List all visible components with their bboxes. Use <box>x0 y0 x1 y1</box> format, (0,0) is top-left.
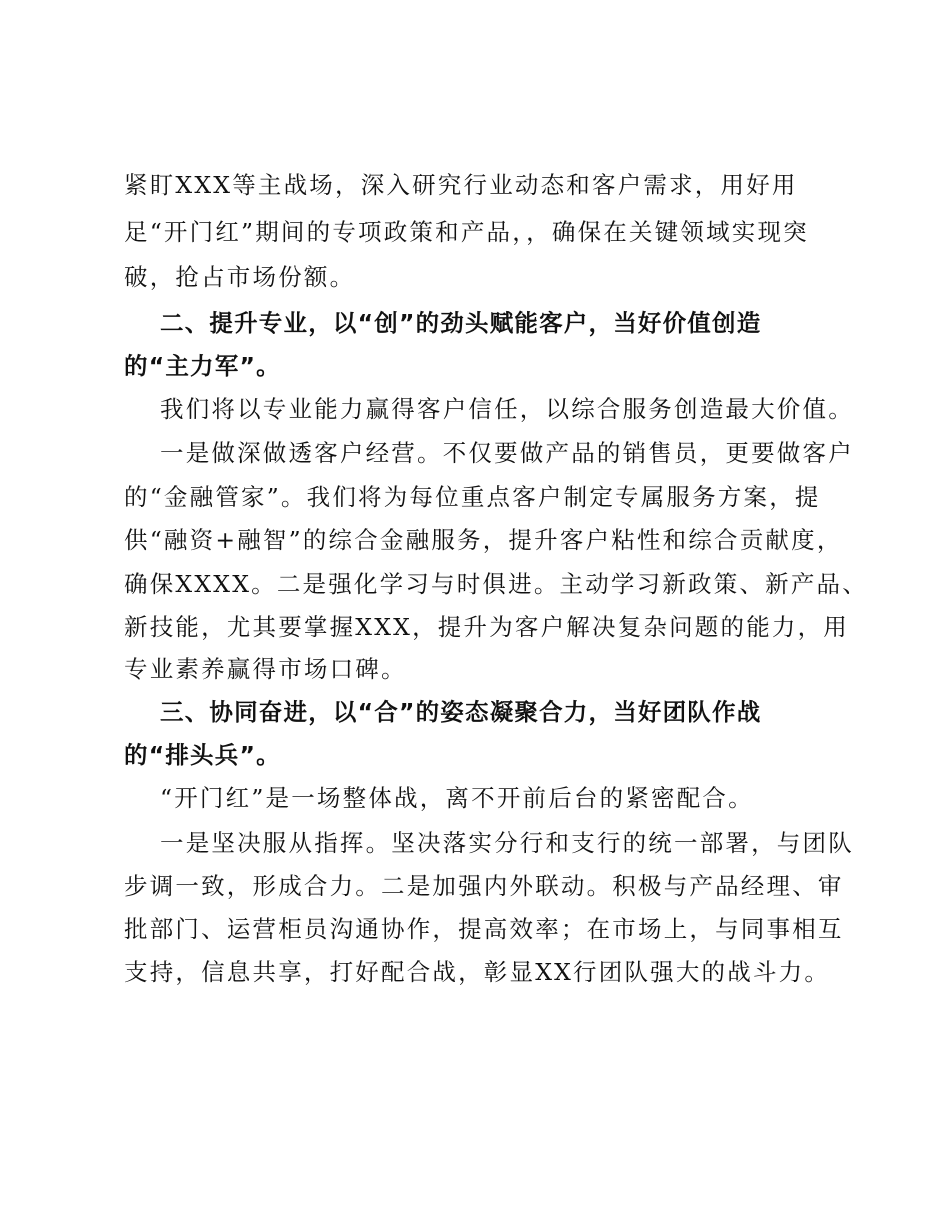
body-line: 新技能，尤其要掌握XXX，提升为客户解决复杂问题的能力，用 <box>124 613 849 641</box>
section-heading: 的“主力军”。 <box>124 352 281 380</box>
body-line: 紧盯XXX等主战场，深入研究行业动态和客户需求，用好用 <box>124 171 798 199</box>
section-heading: 二、提升专业，以“创”的劲头赋能客户，当好价值创造 <box>160 309 762 337</box>
body-line: 的“金融管家”。我们将为每位重点客户制定专属服务方案，提 <box>124 483 821 511</box>
section-heading: 的“排头兵”。 <box>124 741 281 769</box>
body-line: 供“融资+融智”的综合金融服务，提升客户粘性和综合贡献度， <box>124 526 843 554</box>
paragraph-first-line: 一是做深做透客户经营。不仅要做产品的销售员，更要做客户 <box>160 439 854 467</box>
body-line: 批部门、运营柜员沟通协作，提高效率；在市场上，与同事相互 <box>124 915 844 943</box>
body-line: 专业素养赢得市场口碑。 <box>124 655 407 683</box>
paragraph-first-line: “开门红”是一场整体战，离不开前后台的紧密配合。 <box>160 784 754 812</box>
body-line: 足“开门红”期间的专项政策和产品，，确保在关键领域实现突 <box>124 218 809 246</box>
paragraph-first-line: 我们将以专业能力赢得客户信任，以综合服务创造最大价值。 <box>160 395 854 423</box>
body-line: 步调一致，形成合力。二是加强内外联动。积极与产品经理、审 <box>124 872 844 900</box>
paragraph-first-line: 一是坚决服从指挥。坚决落实分行和支行的统一部署，与团队 <box>160 829 854 857</box>
body-line: 破，抢占市场份额。 <box>124 263 356 291</box>
section-heading: 三、协同奋进，以“合”的姿态凝聚合力，当好团队作战 <box>160 698 762 726</box>
body-line: 确保XXXX。二是强化学习与时俱进。主动学习新政策、新产品、 <box>124 570 868 598</box>
body-line: 支持，信息共享，打好配合战，彰显XX行团队强大的战斗力。 <box>124 958 831 986</box>
